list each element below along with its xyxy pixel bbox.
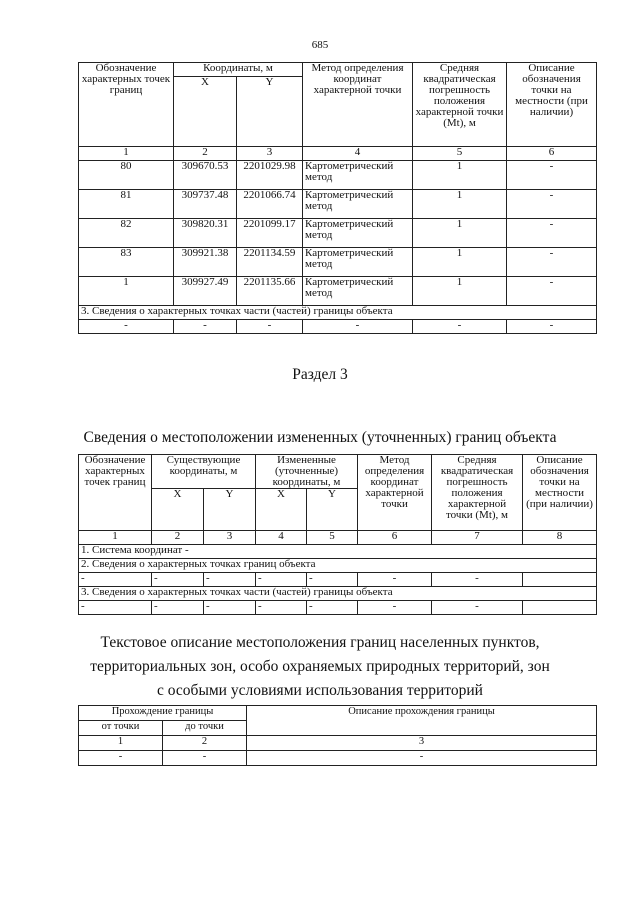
header-existing: Существующие координаты, м <box>152 455 256 489</box>
cell-x: 309820.31 <box>174 219 237 248</box>
header-boundary-desc: Описание прохождения границы <box>247 706 597 736</box>
table-row <box>79 320 597 334</box>
section-title: Раздел 3 <box>292 366 348 383</box>
cell-error: 1 <box>413 277 507 306</box>
header-changed: Измененные (уточненные) координаты, м <box>256 455 358 489</box>
cell-desc: - <box>507 219 597 248</box>
cell-dash: - <box>204 573 256 587</box>
section-subtitle: Сведения о местоположении измененных (уточненных) границ объекта <box>83 429 557 446</box>
cell-dash: - <box>79 573 152 587</box>
cell-dash: - <box>303 320 413 334</box>
section-label: 3. Сведения о характерных точках части (частей) границы объекта <box>79 587 597 601</box>
header-to: до точки <box>163 721 247 736</box>
cell-dash: - <box>507 320 597 334</box>
header-y: Y <box>307 489 358 531</box>
header-designation: Обозначение характерных точек границ <box>79 455 152 531</box>
cell-dash: - <box>413 320 507 334</box>
header-coords: Координаты, м <box>174 63 303 77</box>
cell-method: Картометрический метод <box>303 190 413 219</box>
cell-dash: - <box>358 573 432 587</box>
col-num: 1 <box>79 147 174 161</box>
page-number: 685 <box>311 39 329 51</box>
coord-system-label: 1. Система координат - <box>79 545 597 559</box>
col-num: 3 <box>237 147 303 161</box>
table-row <box>79 751 597 766</box>
col-num: 5 <box>307 531 358 545</box>
header-method: Метод определения координат характерной точки <box>358 455 432 531</box>
cell-desc: - <box>507 277 597 306</box>
col-num: 7 <box>432 531 523 545</box>
cell-dash: - <box>204 601 256 615</box>
cell-y: 2201029.98 <box>237 161 303 190</box>
cell-x: 309921.38 <box>174 248 237 277</box>
table-row <box>79 190 597 219</box>
col-num: 3 <box>247 736 597 751</box>
cell-dash: - <box>307 601 358 615</box>
cell-dash: - <box>307 573 358 587</box>
col-num: 2 <box>174 147 237 161</box>
header-method: Метод определения координат характерной точки <box>303 63 413 147</box>
table-row <box>79 573 597 587</box>
col-num: 4 <box>256 531 307 545</box>
cell-desc: - <box>507 190 597 219</box>
header-x: X <box>256 489 307 531</box>
cell-dash: - <box>256 573 307 587</box>
col-num: 6 <box>507 147 597 161</box>
col-num: 3 <box>204 531 256 545</box>
cell-y: 2201134.59 <box>237 248 303 277</box>
cell-dash <box>523 601 597 615</box>
cell-y: 2201099.17 <box>237 219 303 248</box>
cell-dash: - <box>174 320 237 334</box>
text-description-title <box>0 631 640 703</box>
cell-method: Картометрический метод <box>303 219 413 248</box>
header-from: от точки <box>79 721 163 736</box>
cell-dash: - <box>432 601 523 615</box>
col-num: 2 <box>163 736 247 751</box>
cell-x: 309737.48 <box>174 190 237 219</box>
table-row <box>79 248 597 277</box>
cell-dash: - <box>152 573 204 587</box>
title-line: Текстовое описание местоположения границ населенных пунктов, <box>100 634 540 651</box>
cell-error: 1 <box>413 190 507 219</box>
cell-point: 83 <box>79 248 174 277</box>
header-designation: Обозначение характерных точек границ <box>79 63 174 147</box>
cell-point: 82 <box>79 219 174 248</box>
cell-method: Картометрический метод <box>303 248 413 277</box>
cell-desc: - <box>507 161 597 190</box>
title-line: с особыми условиями использования территорий <box>157 682 483 699</box>
header-y: Y <box>237 77 303 147</box>
cell-point: 81 <box>79 190 174 219</box>
table-row <box>79 219 597 248</box>
header-y: Y <box>204 489 256 531</box>
cell-dash: - <box>237 320 303 334</box>
header-error: Средняя квадратическая погрешность положения характерной точки (Mt), м <box>432 455 523 531</box>
col-num: 8 <box>523 531 597 545</box>
cell-dash: - <box>79 320 174 334</box>
cell-x: 309927.49 <box>174 277 237 306</box>
header-x: X <box>174 77 237 147</box>
cell-desc: - <box>507 248 597 277</box>
boundary-description-table <box>78 705 597 766</box>
cell-dash: - <box>247 751 597 766</box>
cell-y: 2201066.74 <box>237 190 303 219</box>
header-x: X <box>152 489 204 531</box>
cell-error: 1 <box>413 161 507 190</box>
cell-error: 1 <box>413 219 507 248</box>
cell-dash: - <box>256 601 307 615</box>
title-line: территориальных зон, особо охраняемых природных территорий, зон <box>90 658 550 675</box>
col-num: 4 <box>303 147 413 161</box>
table-row <box>79 277 597 306</box>
cell-dash: - <box>79 601 152 615</box>
header-boundary: Прохождение границы <box>79 706 247 721</box>
table-row <box>79 161 597 190</box>
cell-point: 1 <box>79 277 174 306</box>
cell-y: 2201135.66 <box>237 277 303 306</box>
header-description: Описание обозначения точки на местности (при наличии) <box>507 63 597 147</box>
coordinates-table-2 <box>78 454 597 615</box>
cell-dash: - <box>358 601 432 615</box>
col-num: 2 <box>152 531 204 545</box>
header-error: Средняя квадратическая погрешность положения характерной точки (Mt), м <box>413 63 507 147</box>
header-description: Описание обозначения точки на местности (при наличии) <box>523 455 597 531</box>
cell-dash: - <box>163 751 247 766</box>
section-label: 3. Сведения о характерных точках части (частей) границы объекта <box>79 306 597 320</box>
cell-dash: - <box>152 601 204 615</box>
cell-x: 309670.53 <box>174 161 237 190</box>
table-row <box>79 601 597 615</box>
cell-dash: - <box>432 573 523 587</box>
cell-dash: - <box>79 751 163 766</box>
col-num: 5 <box>413 147 507 161</box>
cell-error: 1 <box>413 248 507 277</box>
col-num: 1 <box>79 736 163 751</box>
section-label: 2. Сведения о характерных точках границ объекта <box>79 559 597 573</box>
col-num: 6 <box>358 531 432 545</box>
cell-point: 80 <box>79 161 174 190</box>
coordinates-table-1 <box>78 62 597 334</box>
col-num: 1 <box>79 531 152 545</box>
cell-dash <box>523 573 597 587</box>
cell-method: Картометрический метод <box>303 161 413 190</box>
cell-method: Картометрический метод <box>303 277 413 306</box>
